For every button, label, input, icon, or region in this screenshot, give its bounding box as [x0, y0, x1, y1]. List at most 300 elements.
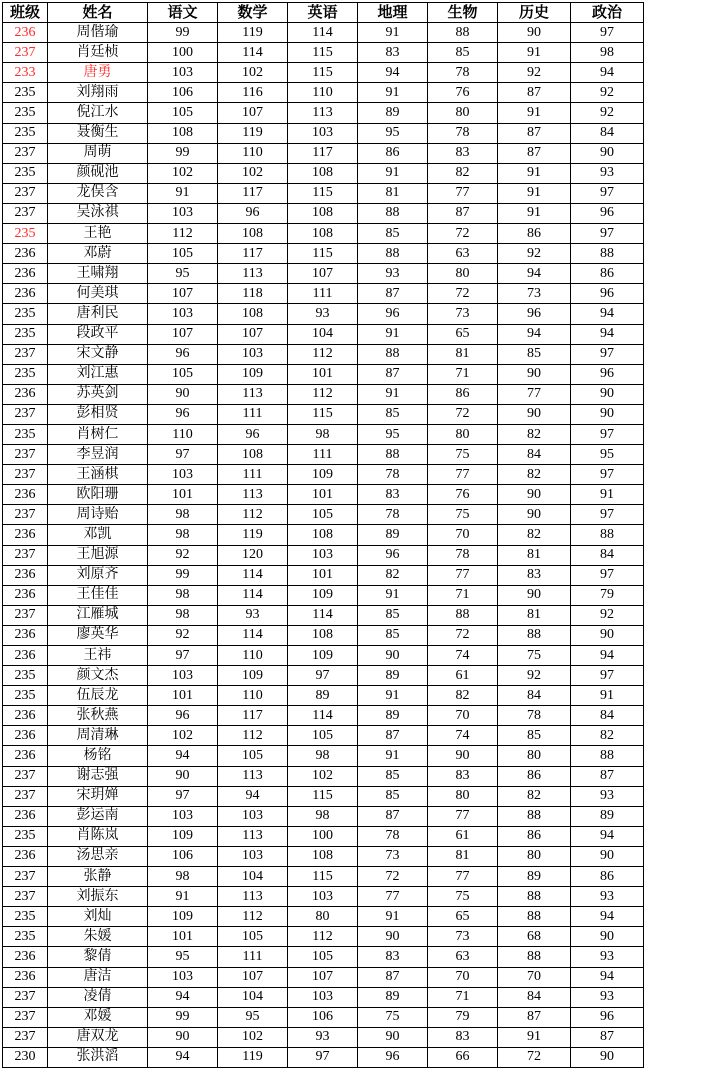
table-row: [3, 565, 644, 585]
cell-math: 113: [218, 826, 288, 846]
header-english: 英语: [288, 3, 358, 23]
cell-name: 王涵棋: [48, 465, 148, 485]
table-row: [3, 203, 644, 223]
cell-math: 119: [218, 23, 288, 43]
cell-english: 103: [288, 123, 358, 143]
cell-class: 236: [3, 746, 48, 766]
cell-name: 伍辰龙: [48, 686, 148, 706]
cell-math: 119: [218, 1047, 288, 1067]
table-row: [3, 967, 644, 987]
cell-politics: 88: [571, 525, 644, 545]
table-row: [3, 1047, 644, 1067]
cell-name: 肖树仁: [48, 424, 148, 444]
cell-geography: 88: [358, 445, 428, 465]
cell-chinese: 98: [148, 585, 218, 605]
cell-english: 98: [288, 746, 358, 766]
cell-biology: 66: [428, 1047, 498, 1067]
cell-class: 237: [3, 786, 48, 806]
cell-biology: 83: [428, 1027, 498, 1047]
table-row: [3, 485, 644, 505]
cell-history: 88: [498, 907, 571, 927]
cell-name: 周清琳: [48, 726, 148, 746]
cell-chinese: 91: [148, 183, 218, 203]
cell-english: 103: [288, 545, 358, 565]
cell-politics: 94: [571, 63, 644, 83]
cell-name: 苏英剑: [48, 384, 148, 404]
cell-politics: 97: [571, 565, 644, 585]
cell-chinese: 94: [148, 987, 218, 1007]
cell-english: 108: [288, 163, 358, 183]
cell-class: 237: [3, 465, 48, 485]
cell-biology: 71: [428, 364, 498, 384]
cell-politics: 97: [571, 465, 644, 485]
cell-chinese: 109: [148, 826, 218, 846]
cell-geography: 91: [358, 585, 428, 605]
cell-english: 89: [288, 686, 358, 706]
cell-politics: 97: [571, 23, 644, 43]
score-table: [2, 2, 644, 1068]
cell-name: 邓媛: [48, 1007, 148, 1027]
cell-class: 236: [3, 384, 48, 404]
cell-biology: 78: [428, 123, 498, 143]
cell-math: 119: [218, 123, 288, 143]
cell-politics: 79: [571, 585, 644, 605]
cell-chinese: 90: [148, 384, 218, 404]
table-row: [3, 927, 644, 947]
table-row: [3, 183, 644, 203]
cell-politics: 92: [571, 83, 644, 103]
cell-politics: 94: [571, 304, 644, 324]
cell-history: 88: [498, 947, 571, 967]
cell-math: 102: [218, 163, 288, 183]
cell-history: 80: [498, 846, 571, 866]
cell-class: 235: [3, 907, 48, 927]
cell-history: 82: [498, 424, 571, 444]
cell-name: 王祎: [48, 646, 148, 666]
cell-chinese: 96: [148, 344, 218, 364]
cell-class: 237: [3, 505, 48, 525]
cell-biology: 90: [428, 746, 498, 766]
cell-history: 72: [498, 1047, 571, 1067]
cell-math: 104: [218, 867, 288, 887]
cell-politics: 93: [571, 947, 644, 967]
cell-name: 颜砚池: [48, 163, 148, 183]
cell-name: 宋文静: [48, 344, 148, 364]
cell-politics: 97: [571, 183, 644, 203]
cell-english: 80: [288, 907, 358, 927]
cell-name: 吴泳祺: [48, 203, 148, 223]
cell-name: 谢志强: [48, 766, 148, 786]
cell-class: 235: [3, 83, 48, 103]
cell-english: 108: [288, 224, 358, 244]
table-row: [3, 867, 644, 887]
cell-english: 113: [288, 103, 358, 123]
cell-math: 104: [218, 987, 288, 1007]
table-row: [3, 987, 644, 1007]
cell-biology: 77: [428, 806, 498, 826]
cell-math: 103: [218, 806, 288, 826]
cell-geography: 91: [358, 384, 428, 404]
cell-english: 103: [288, 987, 358, 1007]
cell-chinese: 99: [148, 143, 218, 163]
table-row: [3, 786, 644, 806]
cell-class: 236: [3, 646, 48, 666]
cell-biology: 72: [428, 224, 498, 244]
cell-geography: 96: [358, 545, 428, 565]
cell-history: 86: [498, 766, 571, 786]
cell-history: 88: [498, 625, 571, 645]
cell-politics: 91: [571, 485, 644, 505]
cell-politics: 93: [571, 887, 644, 907]
cell-class: 236: [3, 726, 48, 746]
cell-politics: 97: [571, 224, 644, 244]
cell-class: 237: [3, 344, 48, 364]
cell-biology: 77: [428, 867, 498, 887]
table-row: [3, 264, 644, 284]
cell-english: 97: [288, 1047, 358, 1067]
cell-name: 肖廷桢: [48, 43, 148, 63]
table-row: [3, 625, 644, 645]
header-class: 班级: [3, 3, 48, 23]
cell-name: 肖陈岚: [48, 826, 148, 846]
table-row: [3, 505, 644, 525]
cell-biology: 65: [428, 907, 498, 927]
table-row: [3, 384, 644, 404]
cell-math: 118: [218, 284, 288, 304]
table-row: [3, 344, 644, 364]
cell-history: 82: [498, 525, 571, 545]
cell-geography: 78: [358, 465, 428, 485]
header-geography: 地理: [358, 3, 428, 23]
cell-english: 114: [288, 706, 358, 726]
cell-geography: 86: [358, 143, 428, 163]
cell-chinese: 102: [148, 163, 218, 183]
cell-geography: 87: [358, 967, 428, 987]
cell-math: 114: [218, 585, 288, 605]
cell-history: 89: [498, 867, 571, 887]
cell-chinese: 103: [148, 304, 218, 324]
cell-class: 236: [3, 585, 48, 605]
cell-english: 101: [288, 565, 358, 585]
cell-history: 90: [498, 364, 571, 384]
cell-english: 115: [288, 43, 358, 63]
cell-math: 108: [218, 445, 288, 465]
cell-geography: 88: [358, 203, 428, 223]
cell-politics: 87: [571, 766, 644, 786]
header-math: 数学: [218, 3, 288, 23]
cell-geography: 88: [358, 344, 428, 364]
cell-english: 98: [288, 424, 358, 444]
cell-biology: 71: [428, 987, 498, 1007]
cell-math: 113: [218, 485, 288, 505]
cell-math: 110: [218, 143, 288, 163]
cell-chinese: 96: [148, 706, 218, 726]
cell-geography: 87: [358, 726, 428, 746]
cell-history: 91: [498, 43, 571, 63]
cell-english: 111: [288, 284, 358, 304]
cell-english: 98: [288, 806, 358, 826]
cell-geography: 83: [358, 485, 428, 505]
cell-math: 110: [218, 686, 288, 706]
cell-geography: 93: [358, 264, 428, 284]
cell-history: 91: [498, 103, 571, 123]
cell-english: 107: [288, 264, 358, 284]
cell-name: 唐利民: [48, 304, 148, 324]
cell-class: 235: [3, 224, 48, 244]
cell-biology: 81: [428, 846, 498, 866]
cell-geography: 85: [358, 605, 428, 625]
cell-biology: 87: [428, 203, 498, 223]
table-row: [3, 404, 644, 424]
table-row: [3, 284, 644, 304]
cell-chinese: 110: [148, 424, 218, 444]
cell-biology: 72: [428, 404, 498, 424]
cell-geography: 91: [358, 907, 428, 927]
cell-class: 237: [3, 605, 48, 625]
cell-geography: 83: [358, 947, 428, 967]
cell-math: 119: [218, 525, 288, 545]
cell-class: 236: [3, 525, 48, 545]
cell-math: 117: [218, 183, 288, 203]
cell-chinese: 108: [148, 123, 218, 143]
cell-politics: 90: [571, 404, 644, 424]
cell-english: 108: [288, 203, 358, 223]
table-row: [3, 424, 644, 444]
cell-geography: 94: [358, 63, 428, 83]
cell-chinese: 95: [148, 264, 218, 284]
cell-history: 84: [498, 987, 571, 1007]
cell-name: 王艳: [48, 224, 148, 244]
cell-chinese: 107: [148, 284, 218, 304]
table-row: [3, 846, 644, 866]
cell-politics: 92: [571, 605, 644, 625]
cell-politics: 86: [571, 867, 644, 887]
cell-politics: 94: [571, 324, 644, 344]
cell-politics: 94: [571, 967, 644, 987]
cell-chinese: 99: [148, 565, 218, 585]
cell-class: 237: [3, 867, 48, 887]
cell-english: 114: [288, 605, 358, 625]
cell-biology: 72: [428, 625, 498, 645]
cell-name: 王佳佳: [48, 585, 148, 605]
cell-biology: 77: [428, 183, 498, 203]
cell-chinese: 90: [148, 766, 218, 786]
cell-math: 113: [218, 384, 288, 404]
cell-geography: 91: [358, 83, 428, 103]
cell-politics: 90: [571, 846, 644, 866]
cell-math: 102: [218, 63, 288, 83]
cell-politics: 94: [571, 646, 644, 666]
cell-geography: 91: [358, 324, 428, 344]
cell-class: 237: [3, 1027, 48, 1047]
cell-history: 92: [498, 244, 571, 264]
cell-history: 83: [498, 565, 571, 585]
cell-name: 周诗贻: [48, 505, 148, 525]
cell-class: 236: [3, 485, 48, 505]
cell-chinese: 105: [148, 244, 218, 264]
cell-math: 107: [218, 324, 288, 344]
table-row: [3, 244, 644, 264]
table-row: [3, 83, 644, 103]
cell-politics: 89: [571, 806, 644, 826]
cell-english: 105: [288, 947, 358, 967]
header-history: 历史: [498, 3, 571, 23]
table-row: [3, 1027, 644, 1047]
cell-history: 75: [498, 646, 571, 666]
cell-math: 96: [218, 424, 288, 444]
cell-geography: 95: [358, 424, 428, 444]
cell-english: 115: [288, 183, 358, 203]
cell-math: 120: [218, 545, 288, 565]
cell-biology: 75: [428, 445, 498, 465]
cell-math: 103: [218, 846, 288, 866]
cell-class: 235: [3, 927, 48, 947]
cell-chinese: 98: [148, 525, 218, 545]
cell-math: 108: [218, 304, 288, 324]
header-politics: 政治: [571, 3, 644, 23]
cell-class: 237: [3, 1007, 48, 1027]
table-row: [3, 826, 644, 846]
cell-biology: 70: [428, 525, 498, 545]
cell-history: 90: [498, 404, 571, 424]
cell-geography: 87: [358, 806, 428, 826]
cell-class: 236: [3, 947, 48, 967]
cell-math: 112: [218, 505, 288, 525]
cell-class: 237: [3, 203, 48, 223]
cell-geography: 75: [358, 1007, 428, 1027]
cell-politics: 94: [571, 907, 644, 927]
cell-biology: 86: [428, 384, 498, 404]
cell-geography: 82: [358, 565, 428, 585]
cell-history: 82: [498, 786, 571, 806]
cell-math: 111: [218, 404, 288, 424]
cell-english: 112: [288, 344, 358, 364]
cell-name: 倪江水: [48, 103, 148, 123]
cell-name: 张静: [48, 867, 148, 887]
cell-name: 刘翔雨: [48, 83, 148, 103]
table-row: [3, 605, 644, 625]
cell-biology: 76: [428, 83, 498, 103]
cell-name: 欧阳珊: [48, 485, 148, 505]
table-row: [3, 224, 644, 244]
cell-class: 230: [3, 1047, 48, 1067]
cell-chinese: 98: [148, 867, 218, 887]
cell-chinese: 90: [148, 1027, 218, 1047]
cell-class: 235: [3, 103, 48, 123]
cell-geography: 72: [358, 867, 428, 887]
cell-name: 邓凯: [48, 525, 148, 545]
cell-biology: 82: [428, 686, 498, 706]
cell-name: 彭运南: [48, 806, 148, 826]
cell-politics: 96: [571, 1007, 644, 1027]
cell-history: 87: [498, 1007, 571, 1027]
cell-english: 109: [288, 585, 358, 605]
cell-politics: 90: [571, 143, 644, 163]
cell-politics: 92: [571, 103, 644, 123]
cell-history: 78: [498, 706, 571, 726]
cell-math: 105: [218, 927, 288, 947]
cell-chinese: 91: [148, 887, 218, 907]
cell-class: 235: [3, 826, 48, 846]
cell-politics: 96: [571, 203, 644, 223]
cell-math: 108: [218, 224, 288, 244]
table-row: [3, 887, 644, 907]
cell-math: 117: [218, 244, 288, 264]
cell-history: 91: [498, 203, 571, 223]
cell-biology: 70: [428, 967, 498, 987]
cell-class: 236: [3, 23, 48, 43]
cell-name: 汤思亲: [48, 846, 148, 866]
cell-chinese: 101: [148, 485, 218, 505]
cell-chinese: 112: [148, 224, 218, 244]
cell-english: 93: [288, 1027, 358, 1047]
cell-name: 何美琪: [48, 284, 148, 304]
cell-name: 廖英华: [48, 625, 148, 645]
cell-english: 105: [288, 726, 358, 746]
cell-english: 106: [288, 1007, 358, 1027]
cell-english: 109: [288, 646, 358, 666]
cell-biology: 74: [428, 726, 498, 746]
cell-class: 237: [3, 545, 48, 565]
cell-class: 237: [3, 887, 48, 907]
cell-english: 101: [288, 485, 358, 505]
cell-name: 龙俣含: [48, 183, 148, 203]
cell-politics: 93: [571, 987, 644, 1007]
cell-math: 107: [218, 103, 288, 123]
cell-math: 93: [218, 605, 288, 625]
cell-math: 114: [218, 43, 288, 63]
cell-politics: 93: [571, 163, 644, 183]
cell-politics: 93: [571, 786, 644, 806]
cell-chinese: 98: [148, 505, 218, 525]
cell-biology: 74: [428, 646, 498, 666]
cell-geography: 87: [358, 284, 428, 304]
cell-name: 周偕瑜: [48, 23, 148, 43]
cell-biology: 63: [428, 244, 498, 264]
cell-history: 88: [498, 887, 571, 907]
cell-history: 94: [498, 324, 571, 344]
cell-math: 109: [218, 364, 288, 384]
cell-history: 90: [498, 23, 571, 43]
cell-math: 110: [218, 646, 288, 666]
cell-politics: 97: [571, 666, 644, 686]
cell-geography: 85: [358, 625, 428, 645]
cell-math: 103: [218, 344, 288, 364]
cell-english: 115: [288, 404, 358, 424]
cell-name: 杨铭: [48, 746, 148, 766]
cell-name: 彭相贤: [48, 404, 148, 424]
cell-history: 85: [498, 344, 571, 364]
cell-biology: 77: [428, 465, 498, 485]
cell-geography: 95: [358, 123, 428, 143]
table-row: [3, 726, 644, 746]
cell-geography: 88: [358, 244, 428, 264]
table-row: [3, 143, 644, 163]
cell-politics: 86: [571, 264, 644, 284]
cell-biology: 61: [428, 826, 498, 846]
cell-english: 115: [288, 867, 358, 887]
cell-geography: 78: [358, 505, 428, 525]
cell-class: 235: [3, 324, 48, 344]
cell-biology: 79: [428, 1007, 498, 1027]
cell-class: 236: [3, 244, 48, 264]
table-row: [3, 545, 644, 565]
cell-history: 85: [498, 726, 571, 746]
cell-biology: 80: [428, 786, 498, 806]
table-row: [3, 806, 644, 826]
cell-geography: 89: [358, 987, 428, 1007]
cell-chinese: 97: [148, 786, 218, 806]
